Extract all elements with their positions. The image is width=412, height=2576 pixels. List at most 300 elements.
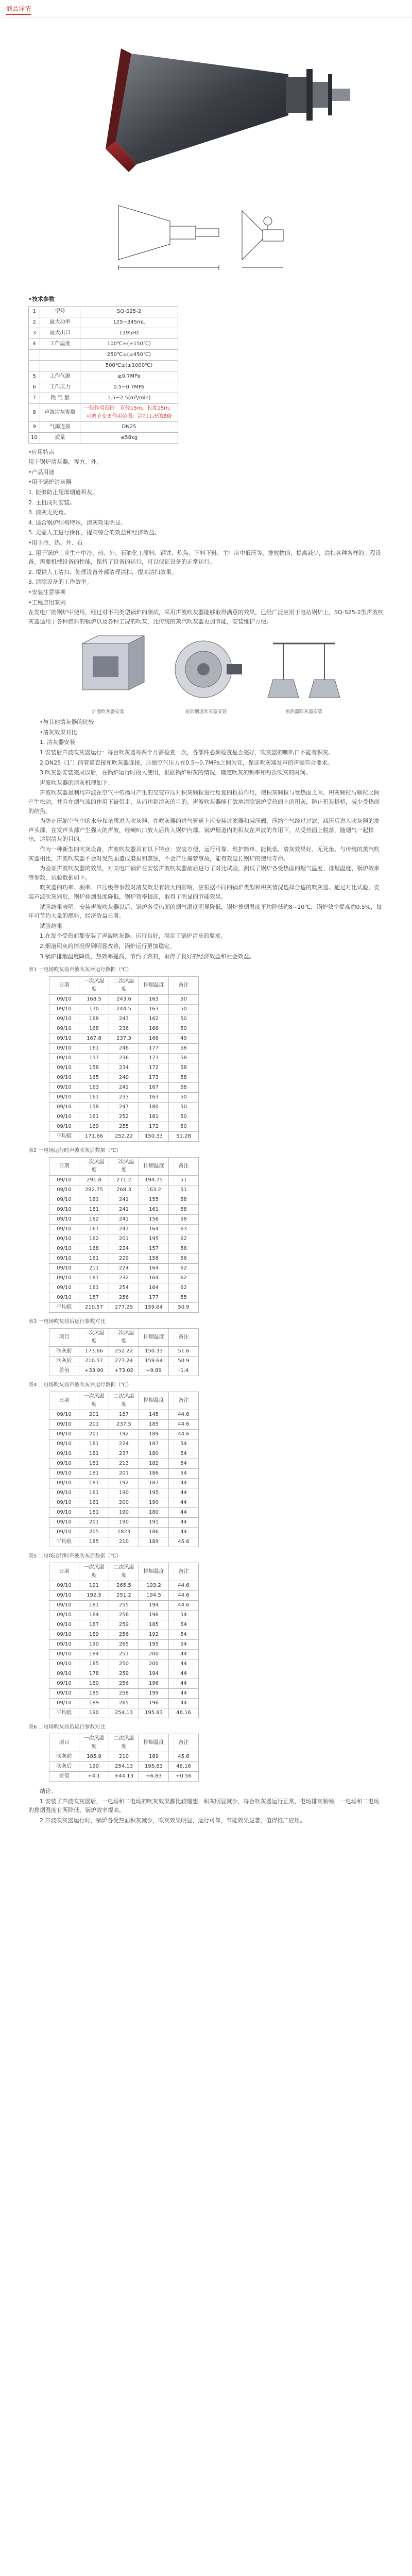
table-row (49, 1122, 199, 1132)
table-cell: 差值 (49, 1366, 79, 1376)
table-row (49, 1366, 199, 1376)
table-cell: 199 (139, 1689, 169, 1699)
table-row (49, 1132, 199, 1142)
table-header-cell: 备注 (169, 1392, 199, 1410)
spec-index: 2 (29, 317, 40, 328)
table-caption: 表6 二电场吹灰前后运行参数对比 (28, 1724, 106, 1731)
table-cell: 240 (109, 1073, 139, 1083)
table-cell: 44 (169, 1689, 199, 1699)
table-row (49, 1488, 199, 1498)
spec-index: 7 (29, 393, 40, 403)
intro-line: •应用特点 (28, 448, 55, 455)
table-cell: 251.2 (109, 1591, 139, 1601)
table-cell: +9.89 (139, 1366, 169, 1376)
spec-value: 125~345mL (80, 317, 178, 328)
table-cell: 192 (139, 1630, 169, 1640)
table-cell: 166 (139, 1034, 169, 1044)
spec-label: 型号 (40, 306, 80, 317)
table-cell: 181 (79, 1449, 109, 1459)
table-cell: 159.64 (139, 1357, 169, 1366)
table-cell: 172 (139, 1063, 169, 1073)
table-header-cell: 备注 (169, 1329, 199, 1347)
table-cell: 09/10 (49, 1083, 79, 1093)
table-cell: 172 (139, 1122, 169, 1132)
body-paragraph: 1.在每个受热面都安装了声波吹灰器，运行良好，满足了锅炉清灰的要求。 (40, 933, 227, 940)
table-cell: 236 (109, 1024, 139, 1034)
table-cell: 50 (169, 995, 199, 1005)
table-cell: 09/10 (49, 1630, 79, 1640)
table-cell: 46.16 (169, 1708, 199, 1718)
table-cell: 50 (169, 1024, 199, 1034)
figure-caption: 炉膛吹灰器安装 (92, 709, 125, 715)
table-cell: 44 (169, 1498, 199, 1508)
table-cell: +44.13 (109, 1772, 139, 1782)
spec-index: 8 (29, 403, 40, 421)
table-header-cell: 一次风温度 (79, 1563, 109, 1581)
table-cell: 163 (139, 1093, 169, 1103)
table-cell: 163 (139, 1005, 169, 1014)
table-header-cell: 排烟温度 (139, 1734, 169, 1752)
table-cell: 194 (139, 1669, 169, 1679)
table-cell: 180 (139, 1103, 169, 1112)
spec-value: 0.5~0.7MPa (80, 382, 178, 393)
data-table (49, 1157, 199, 1313)
spec-row (29, 338, 178, 349)
spec-row (29, 317, 178, 328)
table-cell: 44.6 (169, 1581, 199, 1591)
table-cell: 62 (169, 1264, 199, 1274)
table-header-row (49, 1158, 199, 1176)
spec-index: 3 (29, 328, 40, 338)
body-paragraph: 为验证声波吹灰器的效果，对某电厂锅炉在安装声波吹灰器前后进行了对比试验，测试了锅炉各受热面的烟气温度、排烟温度、锅炉效率等参数，试验数据如下。 (28, 865, 380, 881)
table-cell: 237.5 (109, 1420, 139, 1430)
table-cell: 190 (109, 1508, 139, 1518)
spec-row (29, 432, 178, 443)
table-cell: 189 (139, 1752, 169, 1762)
spec-value: SQ-S25-2 (80, 306, 178, 317)
table-cell: 55 (169, 1293, 199, 1303)
spec-label: 气源连接 (40, 421, 80, 432)
table-row (49, 1103, 199, 1112)
table-cell: 163.2 (139, 1185, 169, 1195)
table-cell: 165 (79, 1073, 109, 1083)
table-cell: 09/10 (49, 1225, 79, 1234)
data-table (49, 976, 199, 1142)
spec-value: 250℃±(±450℃) (80, 349, 178, 360)
table-row (49, 1611, 199, 1620)
table-cell: 161 (79, 1044, 109, 1054)
spec-row (29, 349, 178, 360)
table-cell: 189 (79, 1630, 109, 1640)
table-cell: 254 (109, 1283, 139, 1293)
table-header-row (49, 1329, 199, 1347)
table-header-cell: 备注 (169, 1563, 199, 1581)
table-cell: 09/10 (49, 1699, 79, 1708)
figure-furnace (67, 633, 149, 716)
spec-row (29, 403, 178, 421)
table-cell: 54 (169, 1640, 199, 1650)
conclusion-line: 2.声波吹灰器运行时，锅炉各受热面积灰减少，吹灰效果明显，运行可靠，节能效果显著，值得推广应用。 (40, 1817, 306, 1824)
table-cell: 平均值 (49, 1303, 79, 1313)
spec-row (29, 328, 178, 338)
table-row (49, 1024, 199, 1034)
table-row (49, 1185, 199, 1195)
intro-line: 4. 适合锅炉结构特殊，清灰效果明显。 (28, 519, 126, 526)
table-cell: 09/10 (49, 1195, 79, 1205)
table-cell: 50 (169, 1112, 199, 1122)
table-row (49, 1420, 199, 1430)
table-cell: +4.1 (79, 1772, 109, 1782)
table-cell: 09/10 (49, 1669, 79, 1679)
table-cell: 45.6 (169, 1537, 199, 1547)
figure-caption: 尾部烟道吹灰器安装 (185, 709, 227, 715)
table-cell: 185 (139, 1420, 169, 1430)
table-cell: 44 (169, 1479, 199, 1488)
table-cell: 09/10 (49, 1420, 79, 1430)
table-cell: 155 (139, 1195, 169, 1205)
table-cell: 201 (79, 1410, 109, 1420)
table-cell: 63 (169, 1225, 199, 1234)
table-cell: 185.9 (79, 1752, 109, 1762)
table-cell: 181 (79, 1469, 109, 1479)
table-cell: 162 (79, 1215, 109, 1225)
figure-tail-flue (165, 633, 247, 716)
table-caption: 表1 一电场吹灰前声波吹灰器运行数据（℃） (28, 967, 132, 973)
table-header-cell: 二次风温度 (109, 1734, 139, 1752)
preheater-install-illustration (263, 633, 345, 705)
table-cell: 51.28 (169, 1132, 199, 1142)
table-cell: 224 (109, 1264, 139, 1274)
table-cell: 09/10 (49, 1205, 79, 1215)
table-row (49, 1205, 199, 1215)
spec-row (29, 371, 178, 382)
figure-caption: 预热器吹灰器安装 (285, 709, 322, 715)
table-cell: 169 (79, 1122, 109, 1132)
table-cell: 吹灰前 (49, 1347, 79, 1357)
table-cell: 09/10 (49, 1234, 79, 1244)
table-cell: 58 (169, 1083, 199, 1093)
table-cell: 177 (139, 1293, 169, 1303)
table-cell: 09/10 (49, 1518, 79, 1528)
spec-label: 最大出口 (40, 328, 80, 338)
table-row (49, 1225, 199, 1234)
table-cell: 241 (109, 1215, 139, 1225)
table-row (49, 1303, 199, 1313)
table-cell: 09/10 (49, 1689, 79, 1699)
table-cell: 181 (79, 1508, 109, 1518)
table-cell: 192.5 (79, 1591, 109, 1601)
table-cell: 189 (139, 1430, 169, 1439)
table-row (49, 1073, 199, 1083)
table-cell: 187 (139, 1479, 169, 1488)
table-header-cell: 二次风温度 (109, 1392, 139, 1410)
body-paragraph: 试验结果 (40, 922, 62, 929)
table-cell: 09/10 (49, 1479, 79, 1488)
intro-line: 5. 无需人工进行操作，提高综合的效益和经济效益。 (28, 529, 160, 536)
table-cell: 44 (169, 1699, 199, 1708)
table-cell: 205 (79, 1528, 109, 1537)
body-paragraph: 作为一种新型的吹灰设备，声波吹灰器具有以下特点：安装方便、运行可靠、维护简单、能耗低、清灰效果好、无死角。与传统的蒸汽吹灰器相比，声波吹灰器不会对受热面造成磨损和腐蚀，不会产生爆管事故，能有效延长锅炉的使用寿命。 (28, 845, 380, 862)
table-header-cell: 项目 (49, 1734, 79, 1752)
table-header-cell: 日期 (49, 1158, 79, 1176)
table-row (49, 1439, 199, 1449)
table-cell: 258 (109, 1689, 139, 1699)
table-cell: 54 (169, 1439, 199, 1449)
table-row (49, 1093, 199, 1103)
table-cell: 09/10 (49, 1430, 79, 1439)
spec-label: 耗 气 量 (40, 393, 80, 403)
table-cell: 164 (139, 1274, 169, 1283)
table-cell: 195 (139, 1488, 169, 1498)
table-cell: 58 (169, 1063, 199, 1073)
spec-value: 500℃±(±1000℃) (80, 360, 178, 371)
table-cell: 184 (79, 1611, 109, 1620)
spec-label: 工作压力 (40, 382, 80, 393)
table-row (49, 1347, 199, 1357)
table-cell: 241 (109, 1205, 139, 1215)
table-row (49, 1708, 199, 1718)
intro-line: 1. 用于锅炉工业生产中冷、热、外、石油化工原料、钢铁、炼焦、下料下料、主厂房中低压等、排放物的，提高减少，清扫各种各样的工程设备，需要机械设备的性能，保持了设备的运行，可以保证设备的正常运行。 (28, 549, 381, 566)
table-cell: 256 (109, 1611, 139, 1620)
table-cell: 161 (79, 1488, 109, 1498)
table-cell: 158 (79, 1063, 109, 1073)
table-row (49, 1630, 199, 1640)
table-cell: 232 (109, 1274, 139, 1283)
table-cell: 58 (169, 1073, 199, 1083)
table-cell: 44.6 (169, 1430, 199, 1439)
intro-line: 2. 主机成对安装。 (28, 499, 75, 506)
table-cell: 190 (79, 1640, 109, 1650)
body-paragraph: 1. 清灰器安装 (40, 739, 75, 746)
table-cell: 201 (109, 1234, 139, 1244)
table-cell: 157 (79, 1293, 109, 1303)
table-cell: 277.29 (109, 1303, 139, 1313)
table-cell: +0.56 (169, 1772, 199, 1782)
table-cell: 181 (79, 1205, 109, 1215)
table-cell: 190 (139, 1498, 169, 1508)
table-cell: 09/10 (49, 1498, 79, 1508)
table-cell: 09/10 (49, 1528, 79, 1537)
detail-tab-title[interactable]: 商品详情 (6, 5, 31, 15)
table-header-row (49, 1563, 199, 1581)
intro-line: •工程应用案例 (28, 599, 66, 606)
table-cell: 吹灰后 (49, 1357, 79, 1366)
table-cell: 09/10 (49, 1640, 79, 1650)
conclusion-line: 1.安装了声波吹灰器后，一电场和二电场的吹灰效果都比较理想，积灰明显减少，每台吹灰器运行正常，电场排灰顺畅，一电场和二电场的排烟温度有所降低，锅炉效率提高。 (28, 1798, 380, 1814)
table-header-cell: 二次风温度 (109, 1329, 139, 1347)
table-cell: 254.13 (109, 1762, 139, 1772)
horn-dimension-drawing (0, 182, 412, 291)
spec-label: 工作气源 (40, 371, 80, 382)
table-cell: -1.4 (169, 1366, 199, 1376)
table-cell: 177 (139, 1044, 169, 1054)
table-header-cell: 备注 (169, 1734, 199, 1752)
table-cell: 186 (139, 1528, 169, 1537)
spec-label: 质量 (40, 432, 80, 443)
table-cell: 09/10 (49, 1459, 79, 1469)
table-cell: 168 (79, 1024, 109, 1034)
table-cell: 44.6 (169, 1420, 199, 1430)
body-paragraph: 2.烟道积灰的情况得到明显改善，锅炉运行更加稳定。 (40, 942, 176, 950)
table-cell: 243 (109, 1014, 139, 1024)
table-cell: 09/10 (49, 1293, 79, 1303)
table-cell: 180 (139, 1449, 169, 1459)
spec-row (29, 306, 178, 317)
table-header-cell: 日期 (49, 1563, 79, 1581)
table-row (49, 1518, 199, 1528)
table-cell: 255 (109, 1601, 139, 1611)
table-cell: 09/10 (49, 1469, 79, 1479)
table-row (49, 1640, 199, 1650)
table-cell: 210.57 (79, 1303, 109, 1313)
table-cell: 185 (79, 1689, 109, 1699)
table-row (49, 1293, 199, 1303)
table-cell: 190 (109, 1518, 139, 1528)
table-header-cell: 项目 (49, 1329, 79, 1347)
table-row (49, 1014, 199, 1024)
table-cell: 09/10 (49, 995, 79, 1005)
table-cell: +33.90 (79, 1366, 109, 1376)
table-cell: 44 (169, 1528, 199, 1537)
table-row (49, 1689, 199, 1699)
table-row (49, 1498, 199, 1508)
spec-index: 5 (29, 371, 40, 382)
table-cell: 241 (109, 1083, 139, 1093)
table-cell: 181 (79, 1195, 109, 1205)
table-cell: 54 (169, 1611, 199, 1620)
table-cell: 158 (139, 1254, 169, 1264)
table-cell: 150.33 (139, 1132, 169, 1142)
table-caption: 表5 二电场运行时声波吹灰后数据（℃） (28, 1553, 122, 1560)
spec-value: 一般作用范围：直径15m，长度15m，可调节变更作用范围：清扫工况的8倍 (80, 403, 178, 421)
table-cell: 09/10 (49, 1185, 79, 1195)
table-cell: 182 (139, 1459, 169, 1469)
table-cell: 194.75 (139, 1176, 169, 1185)
table-row (49, 1449, 199, 1459)
table-cell: 250 (109, 1659, 139, 1669)
table-cell: 265 (109, 1699, 139, 1708)
table-cell: 163 (139, 995, 169, 1005)
table-cell: 54 (169, 1630, 199, 1640)
table-header-cell: 日期 (49, 977, 79, 995)
body-paragraph: 3.吹灰器安装完成以后，在锅炉运行时投入使用，根据锅炉积灰的情况，确定吹灰的频率和每次吹灰的时间。 (40, 769, 312, 776)
table-cell: 201 (109, 1469, 139, 1479)
table-cell: 62 (169, 1283, 199, 1293)
spec-value: 1195Hz (80, 328, 178, 338)
table-cell: 58 (169, 1215, 199, 1225)
table-cell: 09/10 (49, 1103, 79, 1112)
table-cell: 09/10 (49, 1650, 79, 1659)
table-cell: 145 (139, 1410, 169, 1420)
table-cell: 46.16 (169, 1762, 199, 1772)
table-cell: 277.24 (109, 1357, 139, 1366)
table-cell: 213 (109, 1459, 139, 1469)
table-cell: 09/10 (49, 1488, 79, 1498)
data-table (49, 1392, 199, 1547)
table-cell: 09/10 (49, 1005, 79, 1014)
body-paragraph: 试验结果表明：安装声波吹灰器以后，锅炉各受热面的烟气温度明显降低，锅炉排烟温度平均降低约8~10℃，锅炉效率提高约0.5%，每年可节约大量的燃料，经济效益显著。 (28, 903, 382, 920)
table-cell: 09/10 (49, 1611, 79, 1620)
table-header-row (49, 977, 199, 995)
table-cell: 190 (109, 1488, 139, 1498)
table-cell: 185 (79, 1659, 109, 1669)
table-cell: 196 (139, 1611, 169, 1620)
detail-header (0, 0, 412, 18)
table-cell: 259 (109, 1669, 139, 1679)
body-paragraph: 3.锅炉排烟温度降低，热效率提高，节约了燃料，取得了良好的经济效益和社会效益。 (40, 953, 255, 960)
table-cell: 09/10 (49, 1215, 79, 1225)
table-cell: 44.6 (169, 1410, 199, 1420)
spec-row (29, 382, 178, 393)
table-cell: 200 (109, 1498, 139, 1508)
table-cell: 167.8 (79, 1034, 109, 1044)
table-cell: 50 (169, 1005, 199, 1014)
furnace-install-illustration (67, 633, 149, 705)
table-cell: 187 (79, 1620, 109, 1630)
table-cell: 44 (169, 1679, 199, 1689)
table-cell: 吹灰后 (49, 1762, 79, 1772)
table-header-cell: 二次风温度 (109, 977, 139, 995)
intro-line: 2. 提供人工清扫，处理设备外部清理清扫，提高清扫效果。 (28, 568, 177, 575)
table-cell: 237 (109, 1449, 139, 1459)
table-cell: 44.6 (169, 1591, 199, 1601)
table-row (49, 1669, 199, 1679)
table-header-cell: 排烟温度 (139, 1329, 169, 1347)
intro-line: 1. 能够防止尾部烟道积灰。 (28, 488, 98, 496)
table-cell: 164 (139, 1264, 169, 1274)
installation-figures (28, 633, 384, 716)
table-cell: 09/10 (49, 1073, 79, 1083)
table-row (49, 1469, 199, 1479)
table-cell: 09/10 (49, 1244, 79, 1254)
table-cell: 244.5 (109, 1005, 139, 1014)
table-header-cell: 排烟温度 (139, 977, 169, 995)
table-cell: 185 (79, 1537, 109, 1547)
intro-line: 3. 清除设备的工作效率。 (28, 579, 92, 586)
table-cell: 56 (169, 1254, 199, 1264)
table-cell: 243.6 (109, 995, 139, 1005)
body-paragraph: 1.安装后声波吹灰器运行：每台吹灰器每两个月需检查一次，各部件必须检查是否完好，吹灰器的喇叭口不能有积灰。 (40, 749, 334, 756)
table-cell: 44 (169, 1508, 199, 1518)
table-cell: 157 (79, 1054, 109, 1063)
body-paragraphs (28, 718, 384, 961)
table-cell: 200 (139, 1659, 169, 1669)
table-cell: 168 (79, 1244, 109, 1254)
table-row (49, 1357, 199, 1366)
table-cell: 256 (109, 1630, 139, 1640)
technical-drawing (0, 182, 412, 291)
table-cell: 224 (109, 1244, 139, 1254)
table-row (49, 1752, 199, 1762)
table-row (49, 1410, 199, 1420)
table-cell: 191 (79, 1581, 109, 1591)
spec-row (29, 421, 178, 432)
table-cell: 161 (79, 1112, 109, 1122)
table-cell: 09/10 (49, 1034, 79, 1044)
table-cell: 51 (169, 1176, 199, 1185)
horn-product-illustration (0, 18, 412, 182)
table-cell: 259 (109, 1620, 139, 1630)
table-cell: 173.66 (79, 1347, 109, 1357)
table-cell: 50.9 (169, 1357, 199, 1366)
table-row (49, 1537, 199, 1547)
table-cell: 181 (139, 1112, 169, 1122)
table-header-cell: 备注 (169, 977, 199, 995)
table-cell: 09/10 (49, 1093, 79, 1103)
table-cell: 252.22 (109, 1132, 139, 1142)
body-paragraph: 声波吹灰器的清灰机理如下： (40, 779, 113, 786)
table-row (49, 1762, 199, 1772)
